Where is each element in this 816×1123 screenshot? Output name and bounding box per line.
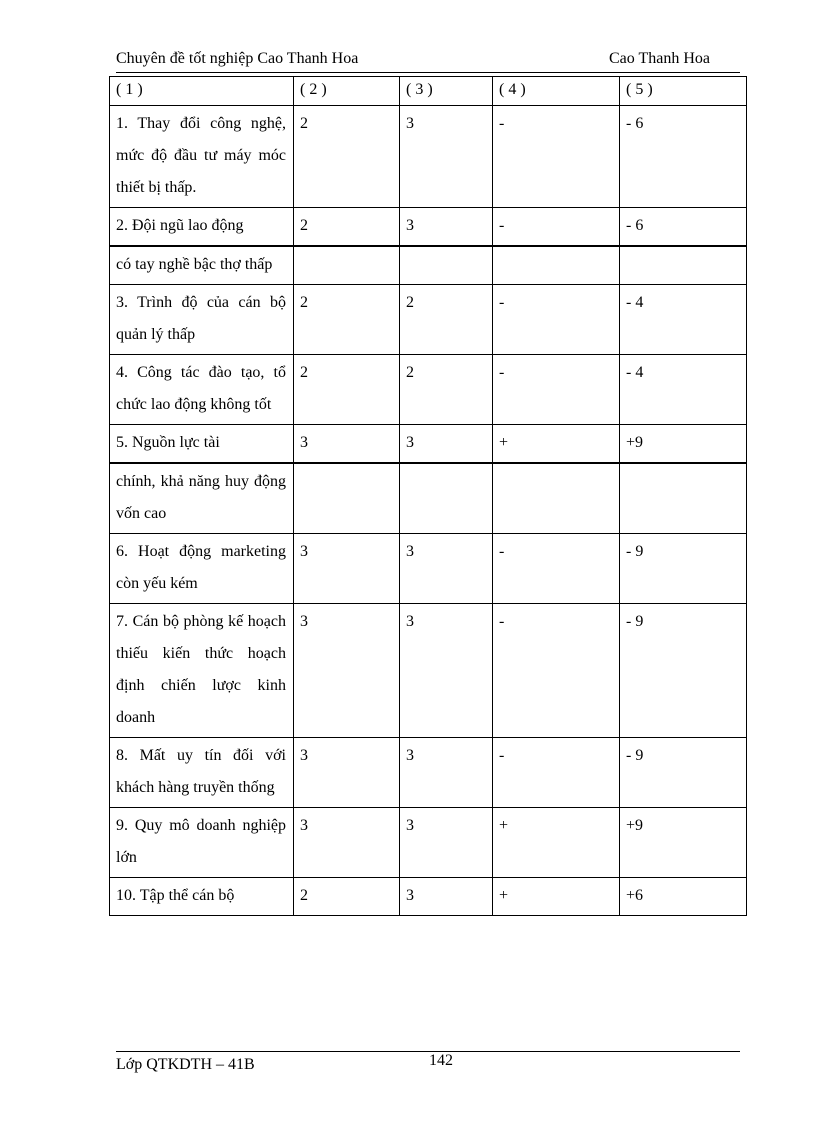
- factor-cell: 4. Công tác đào tạo, tổ chức lao động không tốt: [110, 355, 294, 425]
- table-row: [110, 106, 747, 208]
- score-cell: +9: [620, 425, 747, 464]
- factor-cell: 10. Tập thể cán bộ: [110, 878, 294, 916]
- sign-cell: +: [493, 808, 620, 878]
- column-header: ( 3 ): [400, 77, 493, 106]
- value-cell: 3: [400, 878, 493, 916]
- value-cell: 2: [294, 878, 400, 916]
- score-cell: +9: [620, 808, 747, 878]
- column-header: ( 2 ): [294, 77, 400, 106]
- table-row: [110, 246, 747, 285]
- value-cell: [294, 246, 400, 285]
- score-cell: [620, 246, 747, 285]
- score-cell: - 6: [620, 208, 747, 247]
- score-cell: - 9: [620, 738, 747, 808]
- table-row: [110, 355, 747, 425]
- table-row: [110, 463, 747, 534]
- value-cell: 3: [294, 534, 400, 604]
- table-header-row: [110, 77, 747, 106]
- factor-cell: 8. Mất uy tín đối với khách hàng truyền thống: [110, 738, 294, 808]
- footer-class-label: Lớp QTKDTH – 41B: [116, 1056, 255, 1073]
- factor-cell: 6. Hoạt động marketing còn yếu kém: [110, 534, 294, 604]
- table-row: [110, 285, 747, 355]
- page-number: 142: [429, 1052, 453, 1069]
- score-cell: [620, 463, 747, 534]
- sign-cell: -: [493, 208, 620, 247]
- sign-cell: -: [493, 534, 620, 604]
- value-cell: 2: [294, 285, 400, 355]
- factor-cell: có tay nghề bậc thợ thấp: [110, 246, 294, 285]
- evaluation-table: [109, 76, 747, 916]
- score-cell: +6: [620, 878, 747, 916]
- value-cell: 2: [294, 106, 400, 208]
- value-cell: 2: [294, 355, 400, 425]
- sign-cell: [493, 463, 620, 534]
- score-cell: - 4: [620, 355, 747, 425]
- score-cell: - 4: [620, 285, 747, 355]
- value-cell: 3: [400, 208, 493, 247]
- sign-cell: +: [493, 878, 620, 916]
- factor-cell: 5. Nguồn lực tài: [110, 425, 294, 464]
- value-cell: 3: [400, 604, 493, 738]
- factor-cell: 7. Cán bộ phòng kế hoạch thiếu kiến thức hoạch định chiến lược kinh doanh: [110, 604, 294, 738]
- sign-cell: -: [493, 738, 620, 808]
- factor-cell: chính, khả năng huy động vốn cao: [110, 463, 294, 534]
- value-cell: [294, 463, 400, 534]
- value-cell: 2: [294, 208, 400, 247]
- table-row: [110, 738, 747, 808]
- value-cell: 2: [400, 285, 493, 355]
- sign-cell: -: [493, 604, 620, 738]
- sign-cell: -: [493, 106, 620, 208]
- page-header: [116, 50, 740, 73]
- factor-cell: 2. Đội ngũ lao động: [110, 208, 294, 247]
- table-row: [110, 534, 747, 604]
- sign-cell: -: [493, 285, 620, 355]
- column-header: ( 1 ): [110, 77, 294, 106]
- sign-cell: -: [493, 355, 620, 425]
- table-row: [110, 208, 747, 247]
- column-header: ( 5 ): [620, 77, 747, 106]
- page-footer: [116, 1051, 740, 1082]
- value-cell: 3: [400, 534, 493, 604]
- value-cell: 3: [294, 808, 400, 878]
- value-cell: 3: [294, 604, 400, 738]
- score-cell: - 6: [620, 106, 747, 208]
- sign-cell: +: [493, 425, 620, 464]
- value-cell: 3: [400, 425, 493, 464]
- value-cell: [400, 246, 493, 285]
- table-row: [110, 878, 747, 916]
- table-row: [110, 425, 747, 464]
- value-cell: 3: [400, 738, 493, 808]
- table-row: [110, 808, 747, 878]
- value-cell: 2: [400, 355, 493, 425]
- header-document-title: Chuyên đề tốt nghiệp Cao Thanh Hoa: [116, 50, 359, 67]
- sign-cell: [493, 246, 620, 285]
- column-header: ( 4 ): [493, 77, 620, 106]
- value-cell: 3: [400, 106, 493, 208]
- score-cell: - 9: [620, 534, 747, 604]
- value-cell: 3: [294, 425, 400, 464]
- value-cell: [400, 463, 493, 534]
- header-author: Cao Thanh Hoa: [608, 50, 710, 67]
- table-row: [110, 604, 747, 738]
- factor-cell: 3. Trình độ của cán bộ quản lý thấp: [110, 285, 294, 355]
- factor-cell: 1. Thay đổi công nghệ, mức độ đầu tư máy móc thiết bị thấp.: [110, 106, 294, 208]
- factor-cell: 9. Quy mô doanh nghiệp lớn: [110, 808, 294, 878]
- value-cell: 3: [400, 808, 493, 878]
- value-cell: 3: [294, 738, 400, 808]
- score-cell: - 9: [620, 604, 747, 738]
